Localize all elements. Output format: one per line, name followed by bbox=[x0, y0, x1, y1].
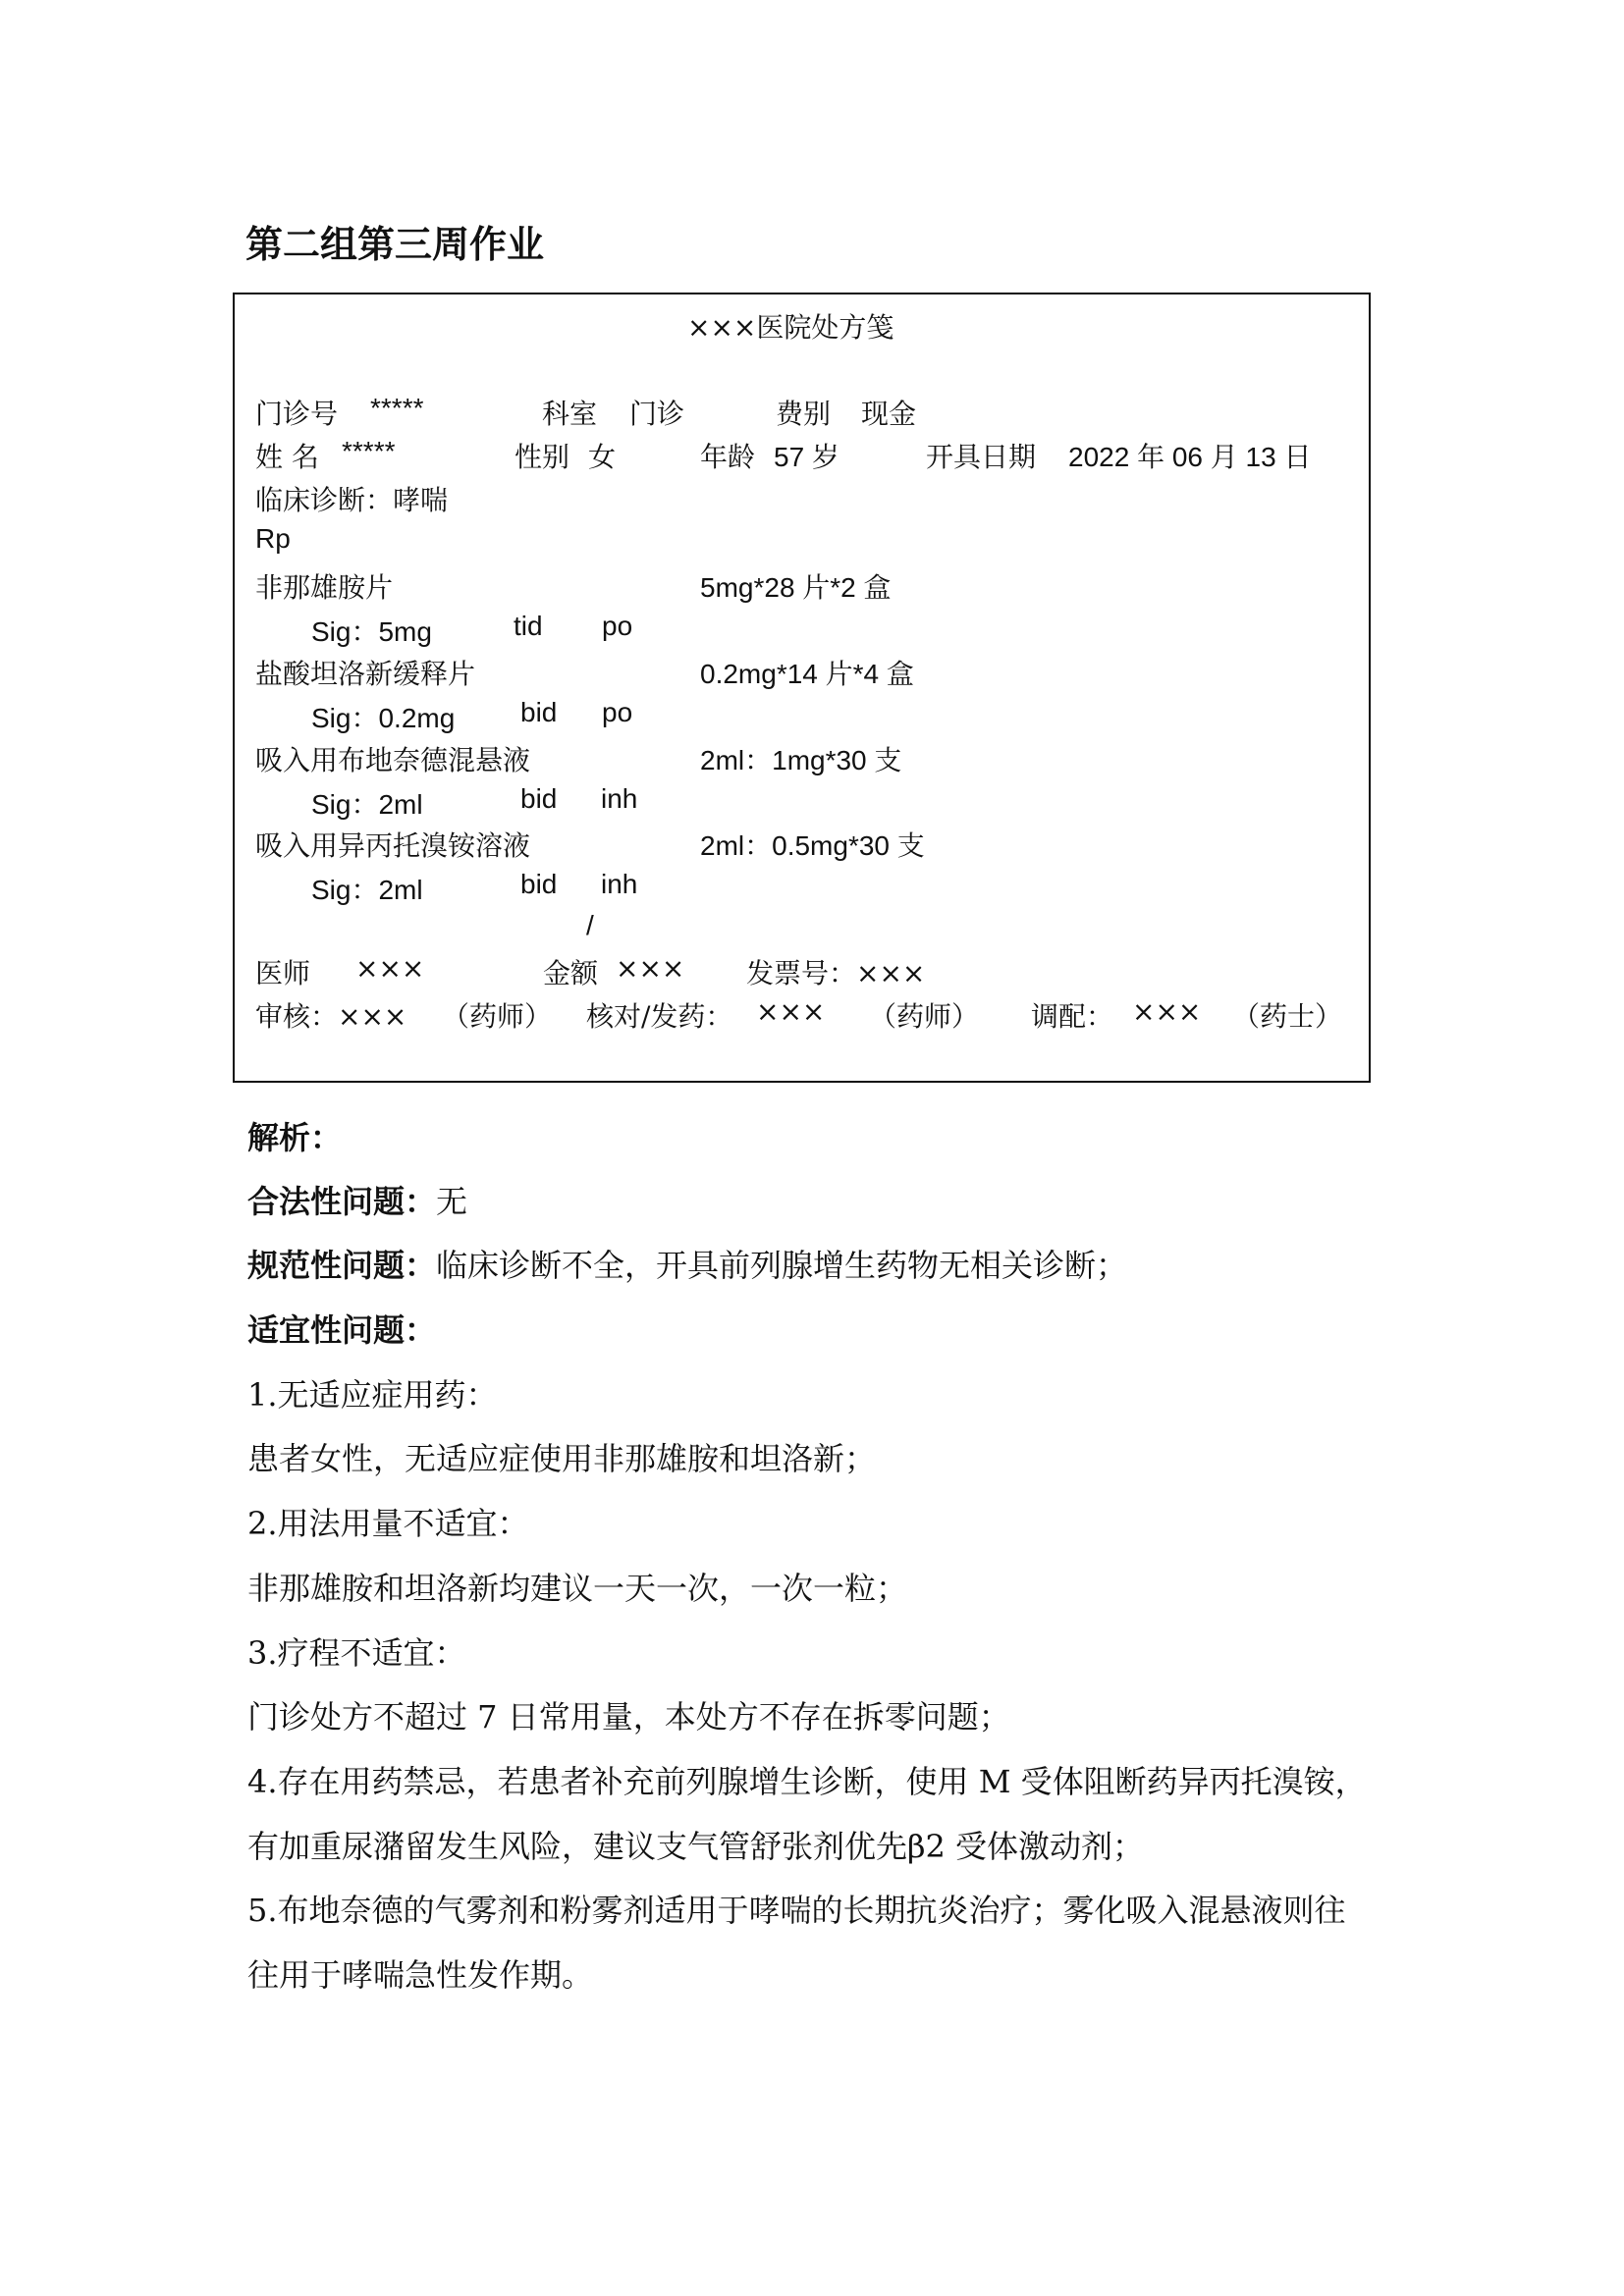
drug-sig: Sig：2ml bbox=[311, 789, 423, 820]
issue-date-value: 2022 年 06 月 13 日 bbox=[1068, 442, 1312, 472]
sex-value: 女 bbox=[588, 441, 617, 473]
name-value: ***** bbox=[342, 436, 396, 466]
suitability-label: 适宜性问题： bbox=[247, 1311, 437, 1349]
drug-name: 非那雄胺片 bbox=[255, 571, 394, 604]
age-label: 年龄 bbox=[700, 441, 756, 473]
drug-route: inh bbox=[601, 783, 638, 814]
analysis-line: 5.布地奈德的气雾剂和粉雾剂适用于哮喘的长期抗炎治疗；雾化吸入混悬液则往 bbox=[247, 1892, 1346, 1929]
standard-issue bbox=[247, 1241, 1127, 1286]
drug-spec: 5mg*28 片*2 盒 bbox=[700, 572, 892, 603]
compounding-role: （药士） bbox=[1232, 1000, 1343, 1033]
audit-label: 审核：××× bbox=[255, 1000, 407, 1033]
analysis-line: 3.疗程不适宜： bbox=[247, 1634, 466, 1672]
doctor-value: ××× bbox=[355, 952, 425, 985]
drug-route: po bbox=[602, 611, 633, 641]
invoice-number: 发票号：××× bbox=[746, 957, 926, 989]
issue-date-label: 开具日期 bbox=[926, 441, 1037, 473]
drug-frequency: tid bbox=[514, 611, 543, 641]
drug-spec: 2ml：1mg*30 支 bbox=[700, 745, 902, 775]
clinical-diagnosis: 临床诊断：哮喘 bbox=[255, 484, 449, 516]
drug-name: 吸入用异丙托溴铵溶液 bbox=[255, 829, 531, 862]
analysis-line: 有加重尿潴留发生风险，建议支气管舒张剂优先β2 受体激动剂； bbox=[247, 1828, 1145, 1865]
analysis-line: 非那雄胺和坦洛新均建议一天一次，一次一粒； bbox=[247, 1570, 908, 1607]
drug-route: po bbox=[602, 697, 633, 727]
amount-value: ××× bbox=[616, 952, 685, 985]
analysis-line: 1.无适应症用药： bbox=[247, 1376, 498, 1414]
drug-name: 吸入用布地奈德混悬液 bbox=[255, 744, 531, 776]
legality-issue bbox=[247, 1177, 467, 1222]
check-dispense-label: 核对/发药： bbox=[586, 1000, 733, 1033]
fee-type-value: 现金 bbox=[861, 398, 917, 430]
clinic-number-label: 门诊号 bbox=[255, 398, 339, 430]
compounding-value: ××× bbox=[1132, 995, 1202, 1028]
rp-label: Rp bbox=[255, 523, 291, 554]
fee-type-label: 费别 bbox=[776, 398, 832, 430]
audit-role: （药师） bbox=[442, 1000, 553, 1033]
drug-frequency: bid bbox=[520, 697, 558, 727]
standard-label: 规范性问题： bbox=[247, 1247, 437, 1284]
analysis-line: 患者女性，无适应症使用非那雄胺和坦洛新； bbox=[247, 1440, 877, 1477]
drug-name: 盐酸坦洛新缓释片 bbox=[255, 658, 476, 690]
sex-label: 性别 bbox=[514, 441, 570, 473]
drug-route: inh bbox=[601, 869, 638, 899]
legality-label: 合法性问题： bbox=[247, 1183, 437, 1220]
end-slash: / bbox=[586, 910, 594, 940]
analysis-line: 往用于哮喘急性发作期。 bbox=[247, 1956, 594, 1994]
standard-value: 临床诊断不全，开具前列腺增生药物无相关诊断； bbox=[436, 1247, 1128, 1284]
check-dispense-value: ××× bbox=[756, 995, 826, 1028]
name-label: 姓 名 bbox=[255, 441, 319, 473]
check-dispense-role: （药师） bbox=[869, 1000, 980, 1033]
legality-value: 无 bbox=[436, 1183, 468, 1220]
department-value: 门诊 bbox=[629, 398, 685, 430]
analysis-line: 2.用法用量不适宜： bbox=[247, 1505, 529, 1542]
drug-frequency: bid bbox=[520, 869, 558, 899]
analysis-line: 门诊处方不超过 7 日常用量，本处方不存在拆零问题； bbox=[247, 1698, 1010, 1735]
doctor-label: 医师 bbox=[255, 957, 311, 989]
department-label: 科室 bbox=[542, 398, 598, 430]
analysis-heading: 解析： bbox=[247, 1119, 343, 1156]
age-value: 57 岁 bbox=[774, 442, 839, 472]
drug-sig: Sig：0.2mg bbox=[311, 703, 456, 733]
analysis-line: 4.存在用药禁忌，若患者补充前列腺增生诊断，使用 M 受体阻断药异丙托溴铵， bbox=[247, 1763, 1367, 1800]
drug-frequency: bid bbox=[520, 783, 558, 814]
drug-sig: Sig：5mg bbox=[311, 616, 432, 647]
drug-spec: 2ml：0.5mg*30 支 bbox=[700, 830, 925, 861]
page-title: 第二组第三周作业 bbox=[245, 223, 545, 266]
drug-sig: Sig：2ml bbox=[311, 875, 423, 905]
clinic-number-value: ***** bbox=[370, 393, 424, 423]
compounding-label: 调配： bbox=[1031, 1000, 1114, 1033]
drug-spec: 0.2mg*14 片*4 盒 bbox=[700, 659, 914, 689]
prescription-header: ×××医院处方笺 bbox=[687, 311, 894, 344]
amount-label: 金额 bbox=[543, 957, 599, 989]
